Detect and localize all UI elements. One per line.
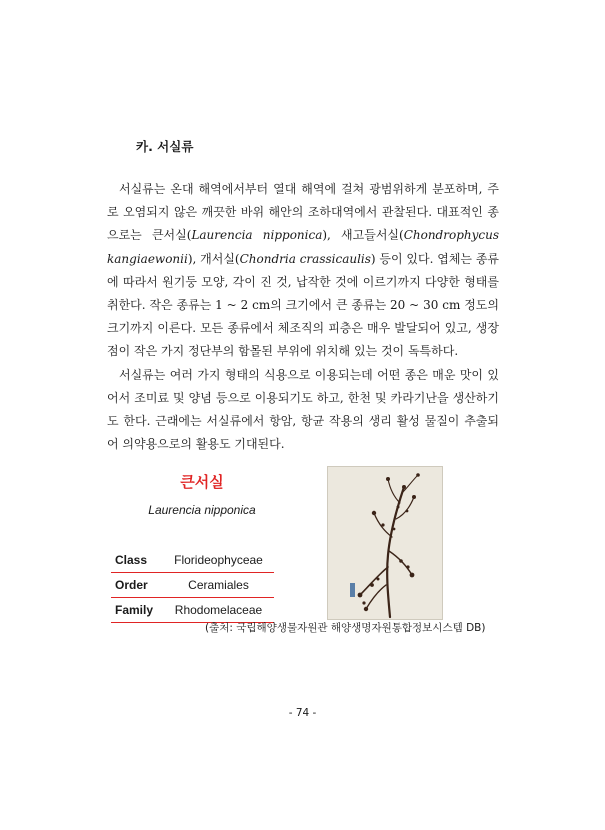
text-segment: ), 개서실( bbox=[187, 251, 240, 266]
taxonomy-rank: Class bbox=[111, 548, 163, 573]
paragraph-distribution bbox=[107, 178, 499, 364]
seaweed-specimen-photo bbox=[327, 466, 443, 620]
scientific-name: Chondria crassicaulis bbox=[239, 251, 371, 266]
image-source-credit: (출처: 국립해양생물자원관 해양생명자원통합정보시스템 DB) bbox=[205, 622, 486, 634]
taxonomy-rank: Order bbox=[111, 573, 163, 598]
seaweed-specimen-icon bbox=[328, 467, 442, 619]
text-segment: ) 등이 있다. 엽체는 종류에 따라서 원기둥 모양, 각이 진 것, 납작한 것에 이르기까지 다양한 형태를 취한다. 작은 종류는 1 ~ 2 cm의 크기에서 큰 종류는 20 ~ 30 cm 정도의 크기까지 이른다. 모든 종류에서 체조직의 피층은 매우 발달되어 있고, 생장점이 작은 가지 정단부의 함몰된 부위에 위치해 있는 것이 독특하다. bbox=[107, 251, 500, 359]
taxonomy-row-order bbox=[111, 573, 274, 598]
taxonomy-rank: Family bbox=[111, 598, 163, 623]
taxonomy-value: Ceramiales bbox=[163, 573, 274, 598]
text-segment: ), 새고들서실( bbox=[322, 228, 404, 243]
taxonomy-row-family bbox=[111, 598, 274, 623]
taxonomy-value: Rhodomelaceae bbox=[163, 598, 274, 623]
species-scientific-name: Laurencia nipponica bbox=[148, 503, 256, 517]
species-korean-name: 큰서실 bbox=[180, 473, 224, 491]
text-segment: 서실류는 온대 해역에서부터 열대 해역에 걸쳐 광범위하게 분포하며, 주로 오염되지 않은 깨끗한 바위 해안의 조하대역에서 관찰된다. 대표적인 종으로는 큰서실( bbox=[107, 182, 499, 243]
section-heading: 카. 서실류 bbox=[136, 139, 194, 154]
taxonomy-value: Florideophyceae bbox=[163, 548, 274, 573]
page-number: - 74 - bbox=[288, 707, 317, 719]
scientific-name: Laurencia nipponica bbox=[191, 228, 323, 243]
body-text bbox=[107, 178, 499, 456]
scientific-name: Chondrophycus kangiaewonii bbox=[107, 228, 499, 266]
taxonomy-table bbox=[111, 548, 274, 623]
paragraph-usage: 서실류는 여러 가지 형태의 식용으로 이용되는데 어떤 종은 매운 맛이 있어서 조미료 및 양념 등으로 이용되기도 하고, 한천 및 카라기난을 생산하기도 한다. 근래에는 서실류에서 항암, 항균 작용의 생리 활성 물질이 추출되어 의약용으로의 활용도 기대된다. bbox=[107, 367, 499, 452]
taxonomy-row-class bbox=[111, 548, 274, 573]
